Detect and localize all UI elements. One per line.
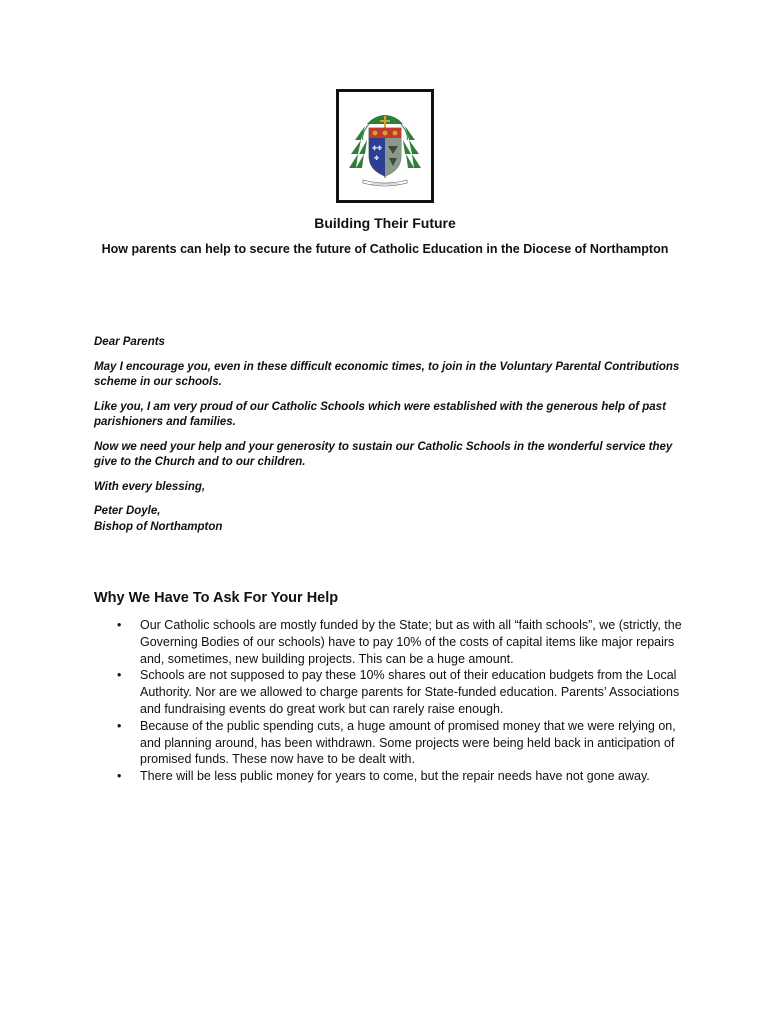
crest-frame <box>336 89 434 203</box>
svg-text:✤: ✤ <box>374 155 380 162</box>
letter-paragraph: May I encourage you, even in these difficult economic times, to join in the Voluntary Parental Contributions scheme in our schools. <box>94 360 680 388</box>
bullet-icon: • <box>117 668 122 683</box>
list-item <box>117 768 685 785</box>
list-item-text: There will be less public money for years to come, but the repair needs have not gone away. <box>140 769 650 784</box>
svg-text:✤✤: ✤✤ <box>372 145 383 152</box>
list-item <box>117 718 685 768</box>
bullet-icon: • <box>117 618 122 632</box>
letter-signature <box>94 504 684 535</box>
signature-name: Peter Doyle, <box>94 505 161 517</box>
bullet-icon: • <box>117 769 122 784</box>
help-reasons-list <box>117 617 685 785</box>
list-item-text: Because of the public spending cuts, a huge amount of promised money that we were relying on, and planning around, has been withdrawn. Some projects were being held back in anticipation of promised funds. These now have to be dealt with. <box>140 718 676 767</box>
document-subtitle: How parents can help to secure the future of Catholic Education in the Diocese of Northampton <box>101 242 669 256</box>
bullet-icon: • <box>117 718 122 733</box>
letter-greeting: Dear Parents <box>94 336 165 348</box>
letter-paragraph: Like you, I am very proud of our Catholic Schools which were established with the generous help of past parishioners and families. <box>94 400 666 428</box>
letter-closing: With every blessing, <box>94 480 206 493</box>
list-item <box>117 667 685 717</box>
letter-paragraph: Now we need your help and your generosity to sustain our Catholic Schools in the wonderful service they give to the Church and to our children. <box>94 440 673 468</box>
list-item-text: Our Catholic schools are mostly funded by the State; but as with all “faith schools”, we (strictly, the Governing Bodies of our schools) have to pay 10% of the costs of capital items like major repairs and, sometimes, new building projects. This can be a huge amount. <box>140 618 682 666</box>
list-item-text: Schools are not supposed to pay these 10% shares out of their education budgets from the Local Authority. Nor are we allowed to charge parents for State-funded education. Parents’ Associations and fundraising events do great work but can rarely raise enough. <box>140 668 680 716</box>
list-item <box>117 617 685 667</box>
coat-of-arms-icon <box>341 94 429 198</box>
document-title: Building Their Future <box>314 215 456 231</box>
signature-title: Bishop of Northampton <box>94 520 223 533</box>
bishop-letter <box>94 335 684 544</box>
section-heading: Why We Have To Ask For Your Help <box>94 590 339 606</box>
